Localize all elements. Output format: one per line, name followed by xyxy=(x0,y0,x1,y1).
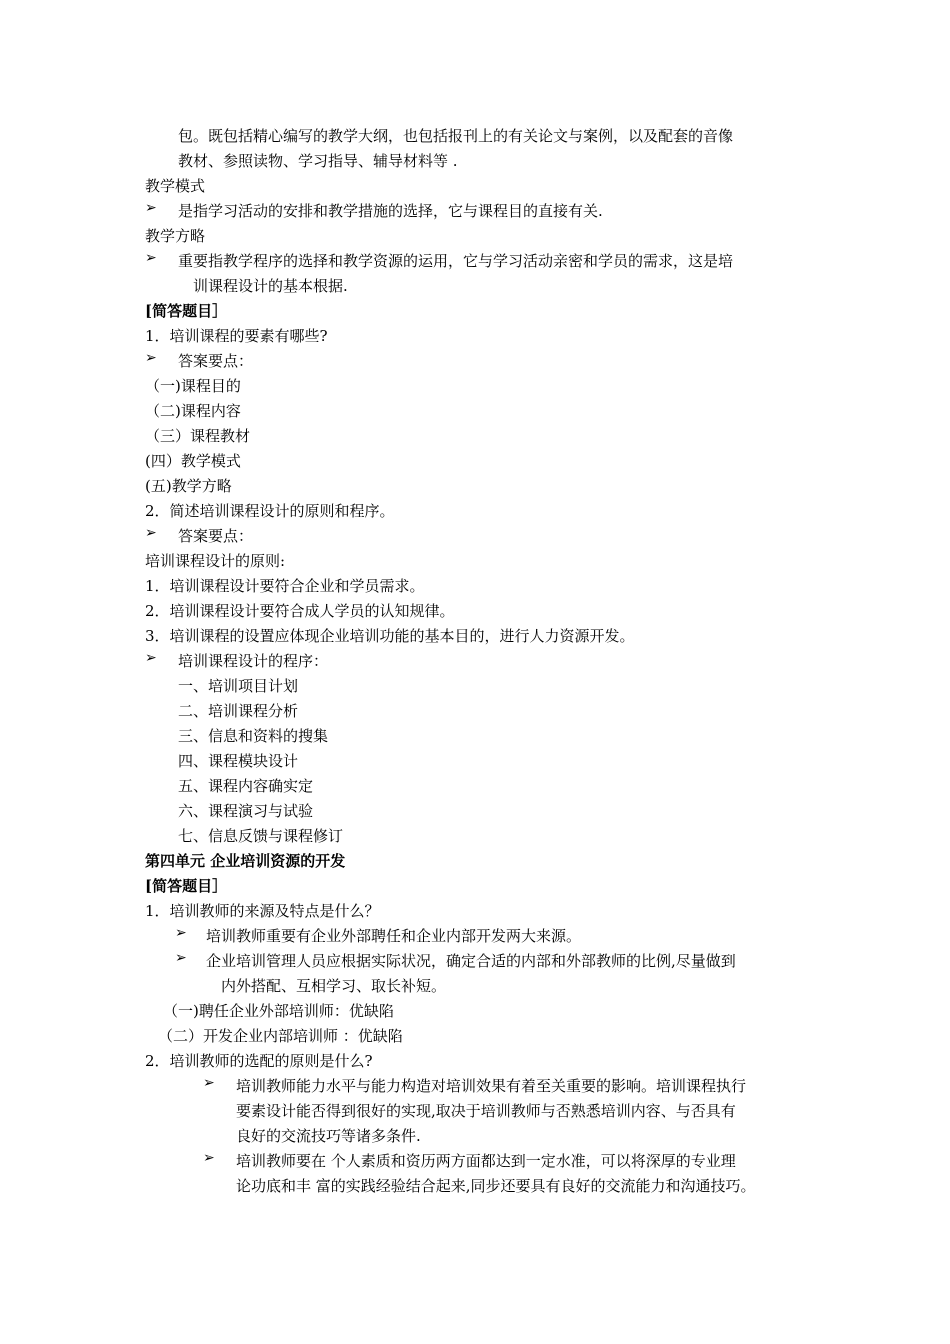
bullet-text: 论功底和丰 富的实践经验结合起来,同步还要具有良好的交流能力和沟通技巧。 xyxy=(236,1177,756,1195)
answer-label: 答案要点： xyxy=(178,352,254,370)
bullet-arrow-icon: ➢ xyxy=(145,525,157,541)
bullet-text: 培训教师重要有企业外部聘任和企业内部开发两大来源。 xyxy=(206,927,582,945)
question: 1．培训课程的要素有哪些? xyxy=(145,327,328,345)
question: 2．简述培训课程设计的原则和程序。 xyxy=(145,502,395,520)
list-item: 七、信息反馈与课程修订 xyxy=(178,827,344,845)
list-item: 1．培训课程设计要符合企业和学员需求。 xyxy=(145,577,425,595)
bullet-arrow-icon: ➢ xyxy=(145,350,157,366)
paragraph-line: 包。既包括精心编写的教学大纲，也包括报刊上的有关论文与案例，以及配套的音像 xyxy=(178,127,734,145)
bullet-text: 培训教师能力水平与能力构造对培训效果有着至关重要的影响。培训课程执行 xyxy=(236,1077,747,1095)
list-item: 一、培训项目计划 xyxy=(178,677,299,695)
bullet-text: 是指学习活动的安排和教学措施的选择，它与课程目的直接有关. xyxy=(178,202,603,220)
list-item: （二）开发企业内部培训师 ：优缺陷 xyxy=(158,1027,403,1045)
bullet-arrow-icon: ➢ xyxy=(145,250,157,266)
unit-title: 第四单元 企业培训资源的开发 xyxy=(145,852,346,870)
list-item: 2．培训课程设计要符合成人学员的认知规律。 xyxy=(145,602,455,620)
list-item: 三、信息和资料的搜集 xyxy=(178,727,329,745)
list-item: 五、课程内容确实定 xyxy=(178,777,314,795)
list-item: (四）教学模式 xyxy=(145,452,241,470)
list-item: （一)聘任企业外部培训师：优缺陷 xyxy=(163,1002,394,1020)
section-heading: 教学方略 xyxy=(145,227,206,245)
list-item: 二、培训课程分析 xyxy=(178,702,299,720)
list-item: （二)课程内容 xyxy=(145,402,241,420)
subheading: 培训课程设计的原则: xyxy=(145,552,286,570)
list-item: (五)教学方略 xyxy=(145,477,232,495)
list-item: （一)课程目的 xyxy=(145,377,241,395)
bullet-text: 企业培训管理人员应根据实际状况，确定合适的内部和外部教师的比例,尽量做到 xyxy=(206,952,736,970)
list-item: 3．培训课程的设置应体现企业培训功能的基本目的，进行人力资源开发。 xyxy=(145,627,635,645)
bullet-arrow-icon: ➢ xyxy=(175,950,187,966)
bullet-text: 内外搭配、互相学习、取长补短。 xyxy=(221,977,447,995)
bullet-arrow-icon: ➢ xyxy=(145,200,157,216)
list-item: 六、课程演习与试验 xyxy=(178,802,314,820)
question-section-heading: [简答题目］ xyxy=(145,877,228,895)
paragraph-line: 教材、参照读物、学习指导、辅导材料等 . xyxy=(178,152,458,170)
bullet-text: 重要指教学程序的选择和教学资源的运用，它与学习活动亲密和学员的需求，这是培 xyxy=(178,252,734,270)
bullet-arrow-icon: ➢ xyxy=(203,1075,215,1091)
answer-label: 答案要点： xyxy=(178,527,254,545)
bullet-text: 要素设计能否得到很好的实现,取决于培训教师与否熟悉培训内容、与否具有 xyxy=(236,1102,736,1120)
section-heading: 教学模式 xyxy=(145,177,206,195)
question-section-heading: [简答题目］ xyxy=(145,302,228,320)
question: 1．培训教师的来源及特点是什么？ xyxy=(145,902,380,920)
question: 2．培训教师的选配的原则是什么? xyxy=(145,1052,373,1070)
bullet-text: 良好的交流技巧等诸多条件. xyxy=(236,1127,421,1145)
bullet-arrow-icon: ➢ xyxy=(145,650,157,666)
list-item: （三）课程教材 xyxy=(145,427,251,445)
bullet-text: 培训教师要在 个人素质和资历两方面都达到一定水准，可以将深厚的专业理 xyxy=(236,1152,736,1170)
bullet-arrow-icon: ➢ xyxy=(175,925,187,941)
bullet-text: 训课程设计的基本根据. xyxy=(193,277,348,295)
list-item: 四、课程模块设计 xyxy=(178,752,299,770)
bullet-arrow-icon: ➢ xyxy=(203,1150,215,1166)
bullet-text: 培训课程设计的程序： xyxy=(178,652,329,670)
